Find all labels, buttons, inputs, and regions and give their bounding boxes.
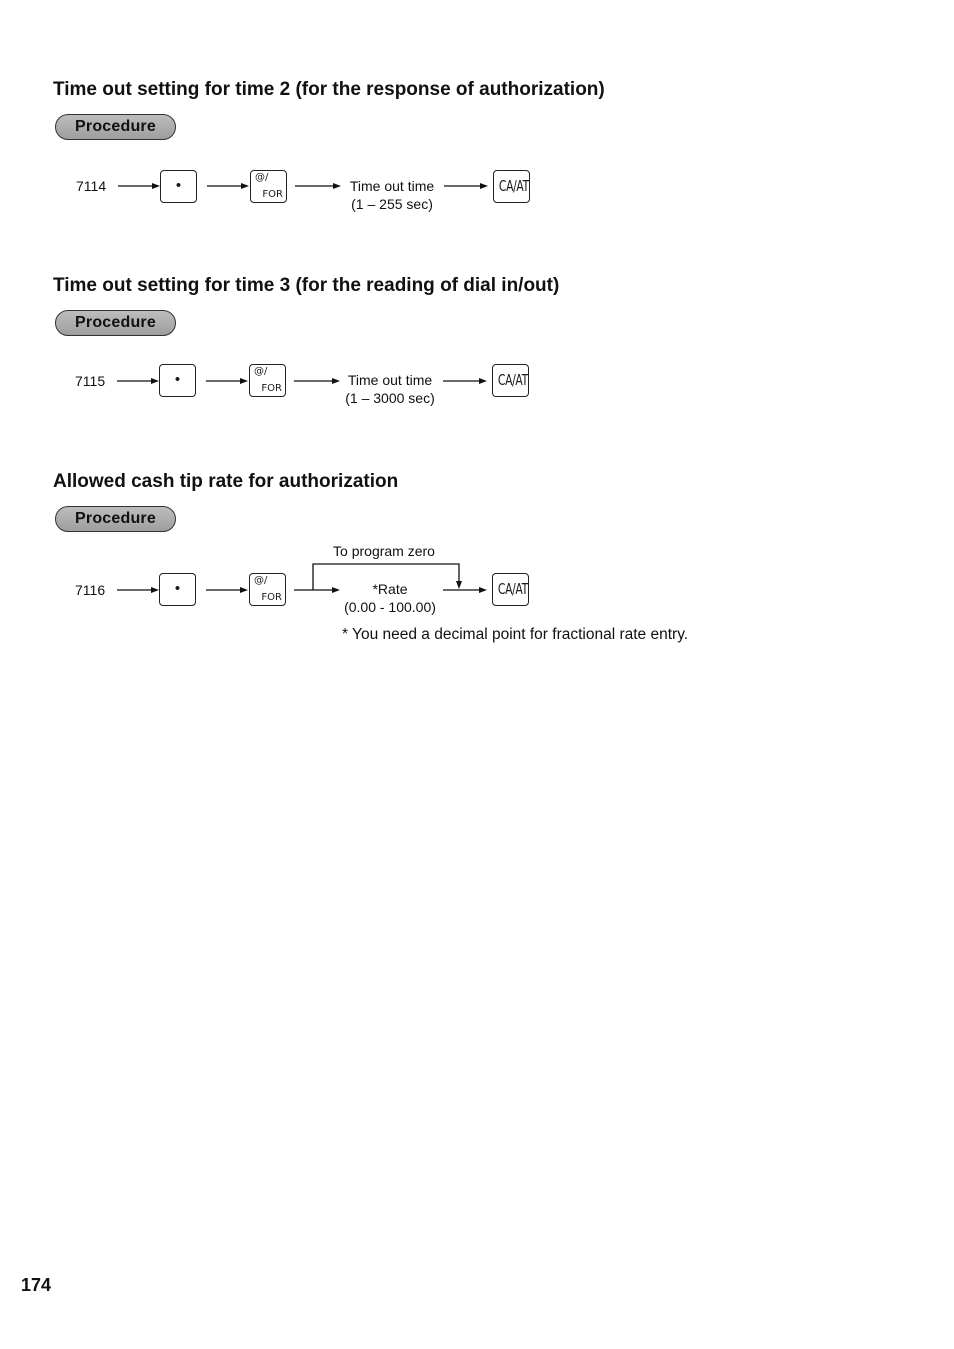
section-heading-cash-tip: Allowed cash tip rate for authorization: [53, 471, 399, 492]
value-label: Time out time: [349, 178, 435, 194]
dot-icon: •: [174, 580, 181, 597]
value-entry-label: [334, 371, 446, 407]
at-for-key[interactable]: [249, 573, 286, 606]
value-range: (0.00 - 100.00): [344, 599, 436, 615]
ca-at-key[interactable]: [492, 573, 529, 606]
dot-icon: •: [174, 371, 181, 388]
ca-at-key[interactable]: [493, 170, 530, 203]
page-number: 174: [21, 1275, 52, 1295]
program-code: 7116: [75, 582, 106, 598]
decimal-point-key[interactable]: [159, 573, 196, 606]
program-code: 7114: [76, 178, 107, 194]
section-heading-time3: Time out setting for time 3 (for the reading of dial in/out): [53, 275, 560, 296]
key-label: CA/AT: [497, 580, 528, 598]
decimal-point-key[interactable]: [160, 170, 197, 203]
key-sequence-diagram: [0, 363, 954, 483]
value-label: *Rate: [372, 581, 408, 597]
procedure-badge: Procedure: [55, 506, 176, 532]
value-entry-label: [334, 580, 446, 616]
key-top-label: @/: [254, 575, 268, 586]
key-label: CA/AT: [498, 177, 529, 195]
decimal-point-key[interactable]: [159, 364, 196, 397]
key-top-label: @/: [254, 366, 268, 377]
key-label: CA/AT: [497, 371, 528, 389]
value-range: (1 – 255 sec): [351, 196, 433, 212]
procedure-badge: Procedure: [55, 310, 176, 336]
value-range: (1 – 3000 sec): [345, 390, 435, 406]
at-for-key[interactable]: [249, 364, 286, 397]
bypass-label: To program zero: [333, 543, 435, 559]
section-heading-time2: Time out setting for time 2 (for the response of authorization): [53, 79, 605, 100]
footnote: * You need a decimal point for fractional rate entry.: [342, 626, 689, 643]
ca-at-key[interactable]: [492, 364, 529, 397]
key-bottom-label: FOR: [261, 592, 282, 603]
program-code: 7115: [75, 373, 106, 389]
key-bottom-label: FOR: [261, 383, 282, 394]
dot-icon: •: [175, 177, 182, 194]
key-bottom-label: FOR: [262, 189, 283, 200]
flow-arrows: [0, 363, 954, 423]
key-top-label: @/: [255, 172, 269, 183]
at-for-key[interactable]: [250, 170, 287, 203]
value-entry-label: [336, 177, 448, 213]
key-sequence-diagram: [0, 168, 954, 288]
flow-arrows: [0, 540, 954, 620]
value-label: Time out time: [347, 372, 433, 388]
flow-arrows: [0, 168, 954, 228]
procedure-badge: Procedure: [55, 114, 176, 140]
